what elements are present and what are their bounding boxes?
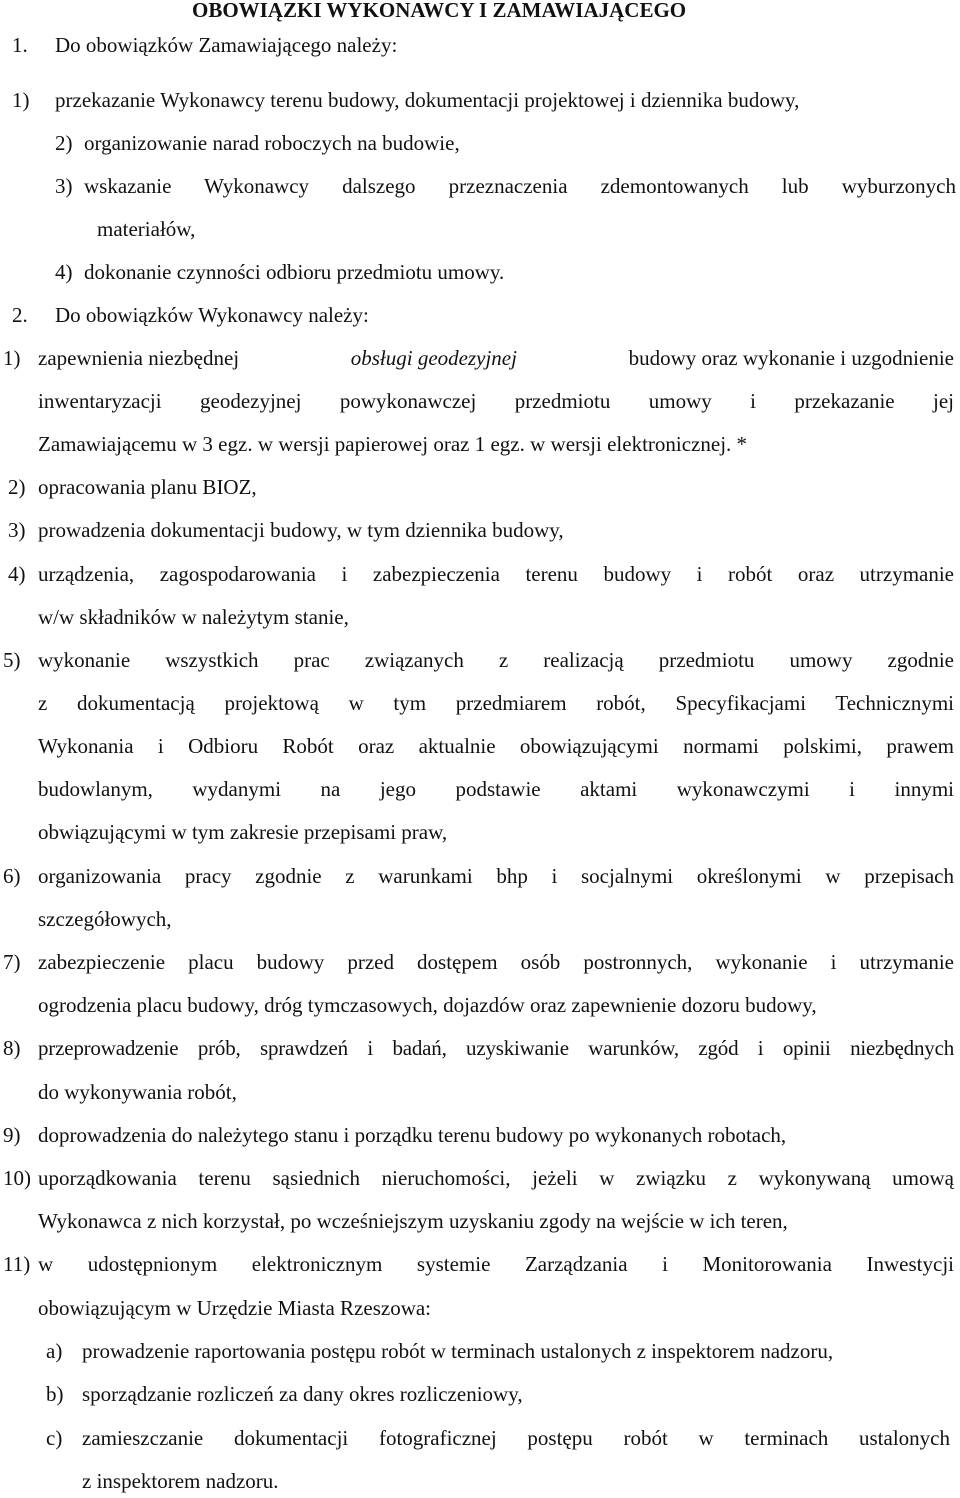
s2-item-4-line-1 [38, 562, 954, 586]
page-title: OBOWIĄZKI WYKONAWCY I ZAMAWIAJĄCEGO [192, 0, 687, 22]
s2-item-1-number: 1) [3, 346, 21, 370]
s1-item-4-text: dokonanie czynności odbioru przedmiotu umowy. [84, 260, 505, 284]
section-2-number: 2. [12, 303, 28, 327]
s2-item-10-line-2: Wykonawca z nich korzystał, po wcześniejszym uzyskaniu zgody na wejście w ich teren, [38, 1209, 788, 1233]
s2-item-4-line-1-text: urządzenia, zagospodarowania i zabezpieczenia terenu budowy i robót oraz utrzymanie [38, 562, 954, 586]
s2-item-1-line-2 [38, 389, 954, 413]
s2-item-1-line-2-text: inwentaryzacji geodezyjnej powykonawczej przedmiotu umowy i przekazanie jej [38, 389, 954, 413]
section-2-heading: Do obowiązków Wykonawcy należy: [55, 303, 369, 327]
s2-item-5-line-4-text: budowlanym, wydanymi na jego podstawie aktami wykonawczymi i innymi [38, 777, 954, 801]
s1-item-2-number: 2) [55, 131, 73, 155]
s2-item-5-line-3-text: Wykonania i Odbioru Robót oraz aktualnie obowiązującymi normami polskimi, prawem [38, 734, 954, 758]
s2-item-5-line-2-text: z dokumentacją projektową w tym przedmiarem robót, Specyfikacjami Technicznymi [38, 691, 954, 715]
s2-item-7-line-1-text: zabezpieczenie placu budowy przed dostępem osób postronnych, wykonanie i utrzymanie [38, 950, 954, 974]
section-1-number: 1. [12, 33, 28, 57]
s2-item-9-text: doprowadzenia do należytego stanu i porządku terenu budowy po wykonanych robotach, [38, 1123, 787, 1147]
s1-item-2-text: organizowanie narad roboczych na budowie, [84, 131, 460, 155]
subitem-b-text: sporządzanie rozliczeń za dany okres rozliczeniowy, [82, 1382, 523, 1406]
s2-item-5-line-5: obwiązującymi w tym zakresie przepisami praw, [38, 820, 448, 844]
s2-item-11-line-1-text: w udostępnionym elektronicznym systemie Zarządzania i Monitorowania Inwestycji [38, 1252, 954, 1276]
subitem-a-letter: a) [46, 1339, 63, 1363]
s2-item-6-number: 6) [3, 864, 21, 888]
section-1-heading: Do obowiązków Zamawiającego należy: [55, 33, 398, 57]
s1-item-4-number: 4) [55, 260, 73, 284]
s2-item-6-line-1-text: organizowania pracy zgodnie z warunkami bhp i socjalnymi określonymi w przepisach [38, 864, 954, 888]
s2-item-5-line-4 [38, 777, 954, 801]
s2-item-7-number: 7) [3, 950, 21, 974]
s1-item-1-number: 1) [12, 88, 30, 112]
s2-item-3-number: 3) [8, 518, 26, 542]
s2-item-1-line-1 [38, 346, 954, 370]
s1-item-3-number: 3) [55, 174, 73, 198]
s2-item-5-number: 5) [3, 648, 21, 672]
s2-item-6-line-1 [38, 864, 954, 888]
subitem-c-line-2: z inspektorem nadzoru. [82, 1469, 279, 1493]
s2-item-2-text: opracowania planu BIOZ, [38, 475, 257, 499]
s2-item-10-number: 10) [3, 1166, 31, 1190]
s2-item-5-line-2 [38, 691, 954, 715]
s2-item-4-number: 4) [8, 562, 26, 586]
s2-item-8-line-2: do wykonywania robót, [38, 1080, 237, 1104]
s2-item-5-line-1 [38, 648, 954, 672]
s2-item-2-number: 2) [8, 475, 26, 499]
s2-item-1-text-b: budowy oraz wykonanie i uzgodnienie [628, 346, 954, 370]
s2-item-11-line-1 [38, 1252, 954, 1276]
s2-item-11-line-2: obowiązującym w Urzędzie Miasta Rzeszowa: [38, 1296, 432, 1320]
s2-item-1-text-italic: obsługi geodezyjnej [350, 346, 517, 370]
s2-item-5-line-1-text: wykonanie wszystkich prac związanych z realizacją przedmiotu umowy zgodnie [38, 648, 954, 672]
s2-item-8-line-1-text: przeprowadzenie prób, sprawdzeń i badań, uzyskiwanie warunków, zgód i opinii niezbędnych [38, 1036, 954, 1060]
subitem-b-letter: b) [46, 1382, 64, 1406]
s2-item-9-number: 9) [3, 1123, 21, 1147]
s2-item-10-line-1 [38, 1166, 954, 1190]
s2-item-7-line-2: ogrodzenia placu budowy, dróg tymczasowych, dojazdów oraz zapewnienie dozoru budowy, [38, 993, 817, 1017]
subitem-c-line-1-text: zamieszczanie dokumentacji fotograficznej postępu robót w terminach ustalonych [82, 1426, 950, 1450]
s1-item-3-line-2: materiałów, [97, 217, 196, 241]
s1-item-3-line-1 [84, 174, 956, 198]
s2-item-5-line-3 [38, 734, 954, 758]
s2-item-1-text-a: zapewnienia niezbędnej [38, 346, 240, 370]
s2-item-3-text: prowadzenia dokumentacji budowy, w tym dziennika budowy, [38, 518, 564, 542]
s2-item-8-number: 8) [3, 1036, 21, 1060]
s2-item-7-line-1 [38, 950, 954, 974]
s2-item-10-line-1-text: uporządkowania terenu sąsiednich nieruchomości, jeżeli w związku z wykonywaną umową [38, 1166, 954, 1190]
s1-item-1-text: przekazanie Wykonawcy terenu budowy, dokumentacji projektowej i dziennika budowy, [55, 88, 800, 112]
s2-item-1-line-3: Zamawiającemu w 3 egz. w wersji papierowej oraz 1 egz. w wersji elektronicznej. * [38, 432, 748, 456]
s1-item-3-line-1-text: wskazanie Wykonawcy dalszego przeznaczenia zdemontowanych lub wyburzonych [84, 174, 956, 198]
subitem-a-text: prowadzenie raportowania postępu robót w terminach ustalonych z inspektorem nadzoru, [82, 1339, 834, 1363]
s2-item-6-line-2: szczegółowych, [38, 907, 172, 931]
subitem-c-letter: c) [46, 1426, 63, 1450]
subitem-c-line-1 [82, 1426, 950, 1450]
s2-item-4-line-2: w/w składników w należytym stanie, [38, 605, 349, 629]
s2-item-11-number: 11) [3, 1252, 31, 1276]
s2-item-8-line-1 [38, 1036, 954, 1060]
